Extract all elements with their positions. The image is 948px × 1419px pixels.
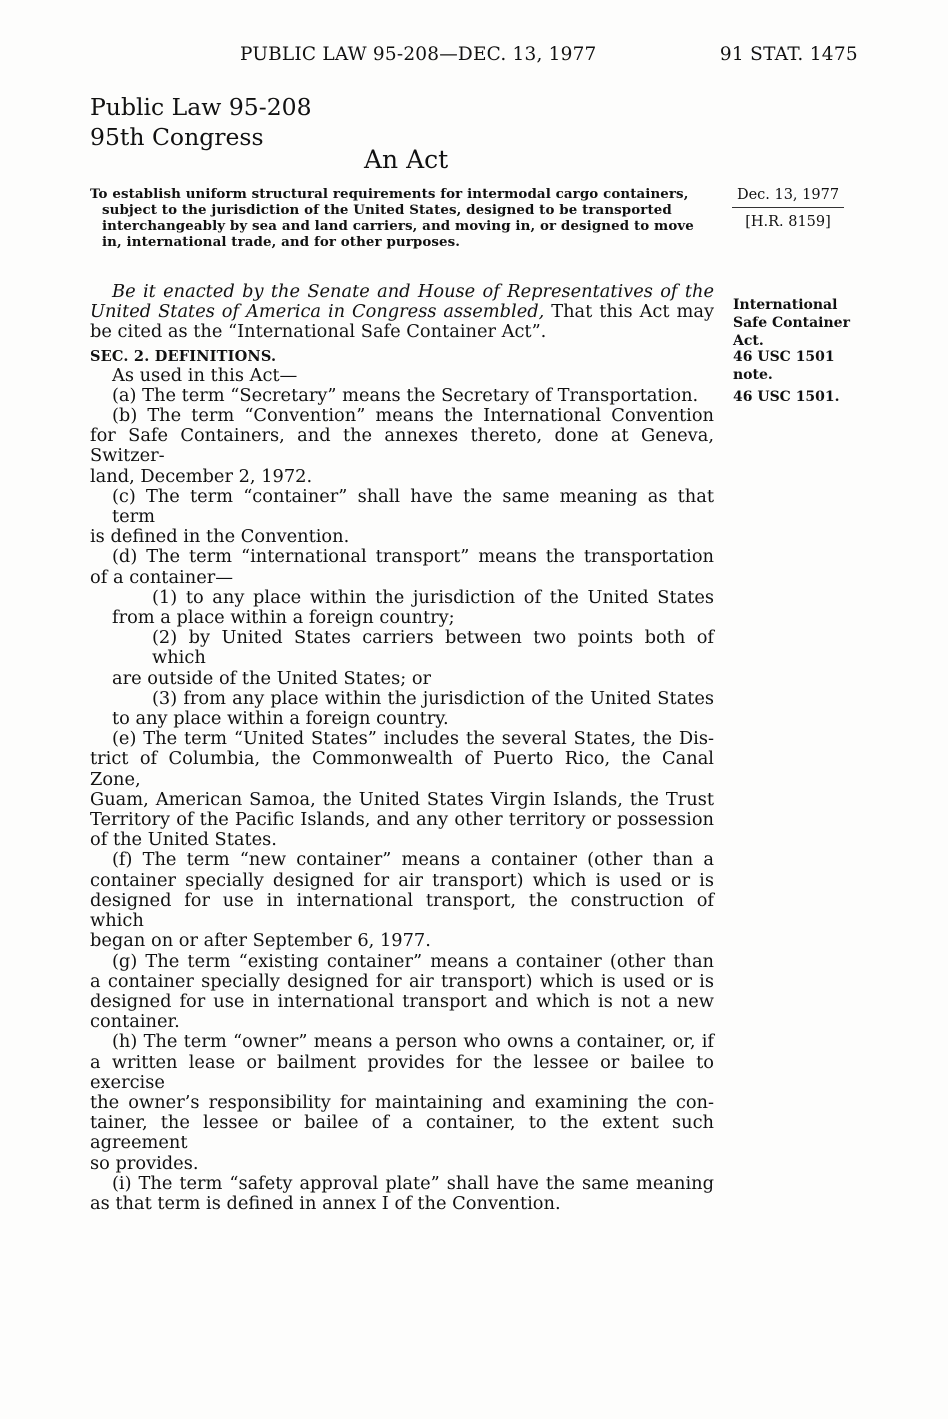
definition-d-line: (d) The term “international transport” means the transportation bbox=[112, 546, 714, 568]
purpose-line: in, international trade, and for other purposes. bbox=[102, 234, 461, 250]
definition-h-line: (h) The term “owner” means a person who owns a container, or, if bbox=[112, 1031, 714, 1053]
definition-f-line: container specially designed for air transport) which is used or is bbox=[90, 869, 714, 891]
definition-g-line: a container specially designed for air transport) which is used or is bbox=[90, 970, 714, 992]
definition-c-line: (c) The term “container” shall have the same meaning as that term bbox=[112, 485, 714, 528]
enactment-date: Dec. 13, 1977 bbox=[736, 187, 840, 203]
definition-f-line: designed for use in international transport, the construction of which bbox=[90, 889, 714, 932]
statute-reference: 91 STAT. 1475 bbox=[719, 44, 858, 65]
definition-d-line: of a container— bbox=[90, 566, 233, 588]
definition-b-line: land, December 2, 1972. bbox=[90, 465, 313, 487]
congress-number: 95th Congress bbox=[90, 123, 264, 151]
margin-note-usc-note: 46 USC 1501 note. bbox=[733, 349, 835, 383]
margin-note-usc: 46 USC 1501. bbox=[733, 389, 840, 405]
public-law-number: Public Law 95-208 bbox=[90, 93, 312, 121]
definition-f-line: (f) The term “new container” means a container (other than a bbox=[112, 849, 714, 871]
definition-d3-line: to any place within a foreign country. bbox=[112, 708, 449, 730]
definition-a: (a) The term “Secretary” means the Secretary of Transportation. bbox=[112, 384, 699, 406]
definition-g-line: container. bbox=[90, 1011, 180, 1033]
definition-h-line: so provides. bbox=[90, 1152, 199, 1174]
section-intro: As used in this Act— bbox=[112, 364, 298, 386]
definition-f-line: began on or after September 6, 1977. bbox=[90, 930, 431, 952]
definition-e-line: trict of Columbia, the Commonwealth of Puerto Rico, the Canal Zone, bbox=[90, 748, 714, 790]
definition-d1-line: (1) to any place within the jurisdiction of the United States bbox=[152, 586, 714, 608]
margin-note-short-title: International Safe Container Act. bbox=[733, 297, 850, 349]
enacting-clause-line: Be it enacted by the Senate and House of Representatives of the bbox=[112, 281, 714, 302]
definition-h-line: the owner’s responsibility for maintaining and examining the con- bbox=[90, 1091, 714, 1113]
definition-c-line: is defined in the Convention. bbox=[90, 526, 350, 548]
act-purpose bbox=[90, 186, 718, 250]
running-head: PUBLIC LAW 95-208—DEC. 13, 1977 bbox=[240, 44, 597, 65]
definition-e-line: (e) The term “United States” includes the several States, the Dis- bbox=[112, 728, 714, 750]
definition-d3-line: (3) from any place within the jurisdiction of the United States bbox=[152, 687, 714, 709]
enactment-date-note bbox=[732, 183, 844, 234]
enacting-clause-line: be cited as the “International Safe Container Act”. bbox=[90, 321, 547, 343]
act-body bbox=[90, 282, 714, 1214]
definition-g-line: designed for use in international transport and which is not a new bbox=[90, 990, 714, 1012]
purpose-line: subject to the jurisdiction of the United States, designed to be transported bbox=[102, 202, 672, 218]
definition-e-line: Territory of the Pacific Islands, and any other territory or possession bbox=[90, 809, 714, 831]
enacting-clause-line bbox=[90, 302, 714, 322]
purpose-line: To establish uniform structural requirements for intermodal cargo containers, bbox=[90, 186, 689, 202]
bill-number: [H.R. 8159] bbox=[745, 214, 831, 230]
definition-d1-line: from a place within a foreign country; bbox=[112, 607, 455, 629]
definition-b-line: (b) The term “Convention” means the International Convention bbox=[112, 405, 714, 427]
definition-h-line: a written lease or bailment provides for the lessee or bailee to exercise bbox=[90, 1051, 714, 1093]
enacting-clause-rest: That this Act may bbox=[544, 301, 714, 323]
section-heading: SEC. 2. DEFINITIONS. bbox=[90, 347, 277, 365]
definition-d2-line: are outside of the United States; or bbox=[112, 667, 432, 689]
definition-e-line: of the United States. bbox=[90, 829, 277, 851]
definition-h-line: tainer, the lessee or bailee of a container, to the extent such agreement bbox=[90, 1112, 714, 1154]
definition-i-line: (i) The term “safety approval plate” shall have the same meaning bbox=[112, 1172, 714, 1194]
definition-d2-line: (2) by United States carriers between two points both of which bbox=[152, 627, 714, 669]
definition-i-line: as that term is defined in annex I of the Convention. bbox=[90, 1192, 561, 1214]
act-heading: An Act bbox=[364, 145, 449, 174]
purpose-line: interchangeably by sea and land carriers, and moving in, or designed to move bbox=[102, 218, 694, 234]
definition-b-line: for Safe Containers, and the annexes thereto, done at Geneva, Switzer- bbox=[90, 425, 714, 467]
law-title-block bbox=[90, 92, 312, 152]
enacting-clause-italic: United States of America in Congress assembled, bbox=[90, 301, 545, 323]
date-rule bbox=[732, 207, 844, 208]
definition-e-line: Guam, American Samoa, the United States Virgin Islands, the Trust bbox=[90, 788, 714, 810]
definition-g-line: (g) The term “existing container” means a container (other than bbox=[112, 950, 714, 972]
